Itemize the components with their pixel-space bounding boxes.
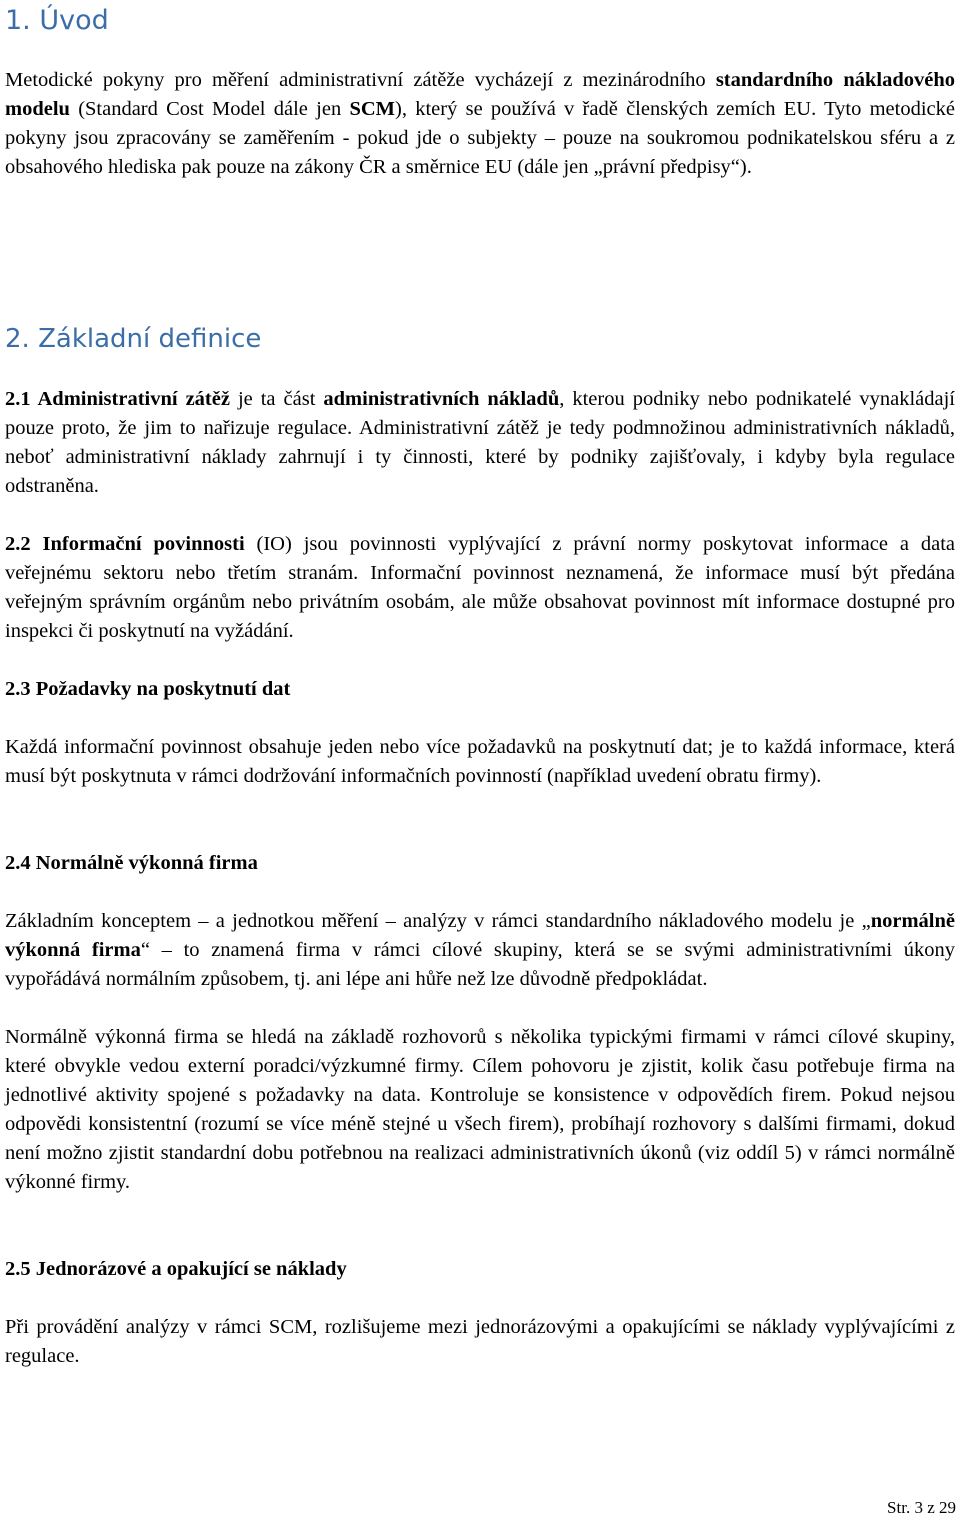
subsection-2-4-paragraph-1 — [5, 907, 955, 994]
bold-run: 2.1 Administrativní zátěž — [5, 388, 230, 410]
text-run: (Standard Cost Model dále jen — [69, 98, 350, 120]
text-run: Metodické pokyny pro měření administrativní zátěže vycházejí z mezinárodního — [5, 69, 716, 91]
page-number: Str. 3 z 29 — [887, 1498, 956, 1517]
subsection-2-4-heading: 2.4 Normálně výkonná firma — [5, 852, 258, 874]
section-2-heading: 2. Základní definice — [5, 324, 262, 354]
section-1-heading: 1. Úvod — [5, 5, 109, 36]
text-run: , kterou podniky nebo podnikatelé vynakládají pouze proto, že jim to nařizuje regulace. Administrativní zátěž je tedy podmnožinou administrativních nákladů, neboť administrativní náklady zahrnují i ty činnosti, které by podniky zajišťovaly, i kdyby byla regulace odstraněna. — [5, 388, 956, 497]
bold-run: administrativních nákladů — [323, 388, 560, 410]
definition-2-1-paragraph — [5, 385, 955, 501]
text-run: ), který se používá v řadě členských zemích EU. Tyto metodické pokyny jsou zpracovány se zaměřením - pokud jde o subjekty – pouze na soukromou podnikatelskou sféru a z obsahového hlediska pak pouze na zákony ČR a směrnice EU (dále jen „právní předpisy“). — [5, 98, 955, 178]
subsection-2-5-heading: 2.5 Jednorázové a opakující se náklady — [5, 1258, 347, 1280]
subsection-2-3-heading: 2.3 Požadavky na poskytnutí dat — [5, 678, 291, 700]
text-run: “ – to znamená firma v rámci cílové skupiny, která se se svými administrativními úkony vypořádává normálním způsobem, tj. ani lépe ani hůře než lze důvodně předpokládat. — [5, 939, 955, 990]
bold-run: 2.2 Informační povinnosti — [5, 533, 245, 555]
text-run: (IO) jsou povinnosti vyplývající z právní normy poskytovat informace a data veřejnému sektoru nebo třetím stranám. Informační povinnost neznamená, že informace musí být předána veřejným správním orgánům nebo privátním osobám, ale může obsahovat povinnost mít informace dostupné pro inspekci či poskytnutí na vyžádání. — [5, 533, 955, 642]
bold-run: SCM — [349, 98, 396, 120]
definition-2-2-paragraph — [5, 530, 955, 646]
subsection-2-5-paragraph: Při provádění analýzy v rámci SCM, rozlišujeme mezi jednorázovými a opakujícími se náklady vyplývajícími z regulace. — [5, 1316, 955, 1367]
subsection-2-3-paragraph: Každá informační povinnost obsahuje jeden nebo více požadavků na poskytnutí dat; je to každá informace, která musí být poskytnuta v rámci dodržování informačních povinností (například uvedení obratu firmy). — [5, 736, 955, 787]
bold-run: standardního nákladového modelu — [5, 69, 955, 120]
text-run: je ta část — [229, 388, 324, 410]
bold-run: normálně výkonná firma — [5, 910, 955, 961]
intro-paragraph — [5, 66, 955, 182]
subsection-2-4-paragraph-2: Normálně výkonná firma se hledá na základě rozhovorů s několika typickými firmami v rámci cílové skupiny, které obvykle vedou externí poradci/výzkumné firmy. Cílem pohovoru je zjistit, kolik času potřebuje firma na jednotlivé aktivity spojené s požadavky na data. Kontroluje se konsistence v odpovědích firem. Pokud nejsou odpovědi konsistentní (rozumí se více méně stejné u všech firem), probíhají rozhovory s dalšími firmami, dokud není možno zjistit standardní dobu potřebnou na realizaci administrativních úkonů (viz oddíl 5) v rámci normálně výkonné firmy. — [5, 1026, 955, 1193]
text-run: Základním konceptem – a jednotkou měření – analýzy v rámci standardního nákladového modelu je „ — [5, 910, 871, 932]
